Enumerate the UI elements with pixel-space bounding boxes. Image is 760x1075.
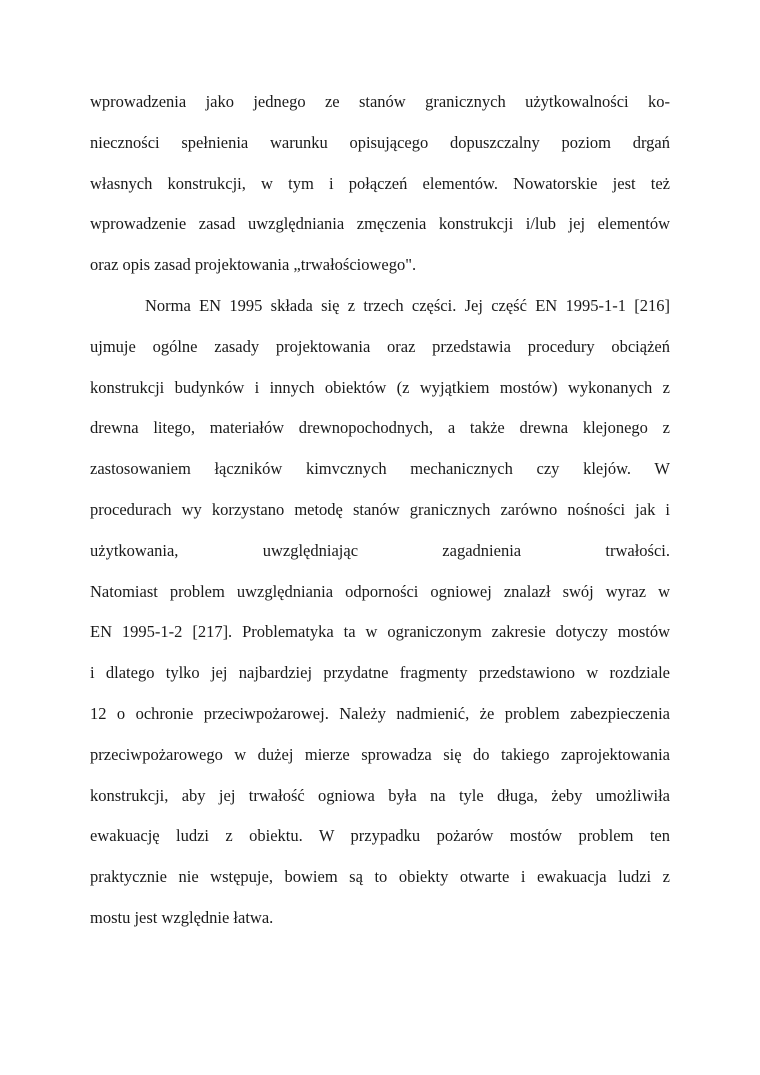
text-line: ujmuje ogólne zasady projektowania oraz przedstawia procedury obciążeń xyxy=(90,336,670,356)
text-line: przeciwpożarowego w dużej mierze sprowadza się do takiego zaprojektowania xyxy=(90,744,670,764)
text-line: wprowadzenia jako jednego ze stanów granicznych użytkowalności ko- xyxy=(90,92,670,111)
text-line: mostu jest względnie łatwa. xyxy=(90,907,274,927)
text-line: zastosowaniem łączników kimvcznych mechanicznych czy klejów. W xyxy=(90,459,670,479)
text-line: praktycznie nie wstępuje, bowiem są to obiekty otwarte i ewakuacja ludzi z xyxy=(90,867,670,887)
text-line: własnych konstrukcji, w tym i połączeń elementów. Nowatorskie jest też xyxy=(90,173,670,193)
text-line: wprowadzenie zasad uwzględniania zmęczenia konstrukcji i/lub jej elementów xyxy=(90,214,670,234)
text-line: ewakuację ludzi z obiektu. W przypadku pożarów mostów problem ten xyxy=(90,826,670,846)
text-line: 12 o ochronie przeciwpożarowej. Należy nadmienić, że problem zabezpieczenia xyxy=(90,703,670,723)
text-line: oraz opis zasad projektowania „trwałościowego". xyxy=(90,255,417,275)
text-line: Natomiast problem uwzględniania odporności ogniowej znalazł swój wyraz w xyxy=(90,581,670,601)
text-line: i dlatego tylko jej najbardziej przydatne fragmenty przedstawiono w rozdziale xyxy=(90,663,670,683)
text-line: drewna litego, materiałów drewnopochodnych, a także drewna klejonego z xyxy=(90,418,670,438)
body-text xyxy=(90,88,670,945)
text-line: nieczności spełnienia warunku opisującego dopuszczalny poziom drgań xyxy=(90,132,670,152)
text-line: Norma EN 1995 składa się z trzech części. Jej część EN 1995-1-1 [216] xyxy=(145,295,670,315)
text-line: konstrukcji budynków i innych obiektów (z wyjątkiem mostów) wykonanych z xyxy=(90,377,670,397)
text-line: EN 1995-1-2 [217]. Problematyka ta w ograniczonym zakresie dotyczy mostów xyxy=(90,622,670,642)
text-line: konstrukcji, aby jej trwałość ogniowa była na tyle długa, żeby umożliwiła xyxy=(90,785,670,805)
text-line: procedurach wy korzystano metodę stanów granicznych zarówno nośności jak i xyxy=(90,499,670,519)
text-line: użytkowania, uwzględniając zagadnienia trwałości. xyxy=(90,540,670,560)
paragraph-2 xyxy=(90,292,670,945)
paragraph-1 xyxy=(90,88,670,292)
